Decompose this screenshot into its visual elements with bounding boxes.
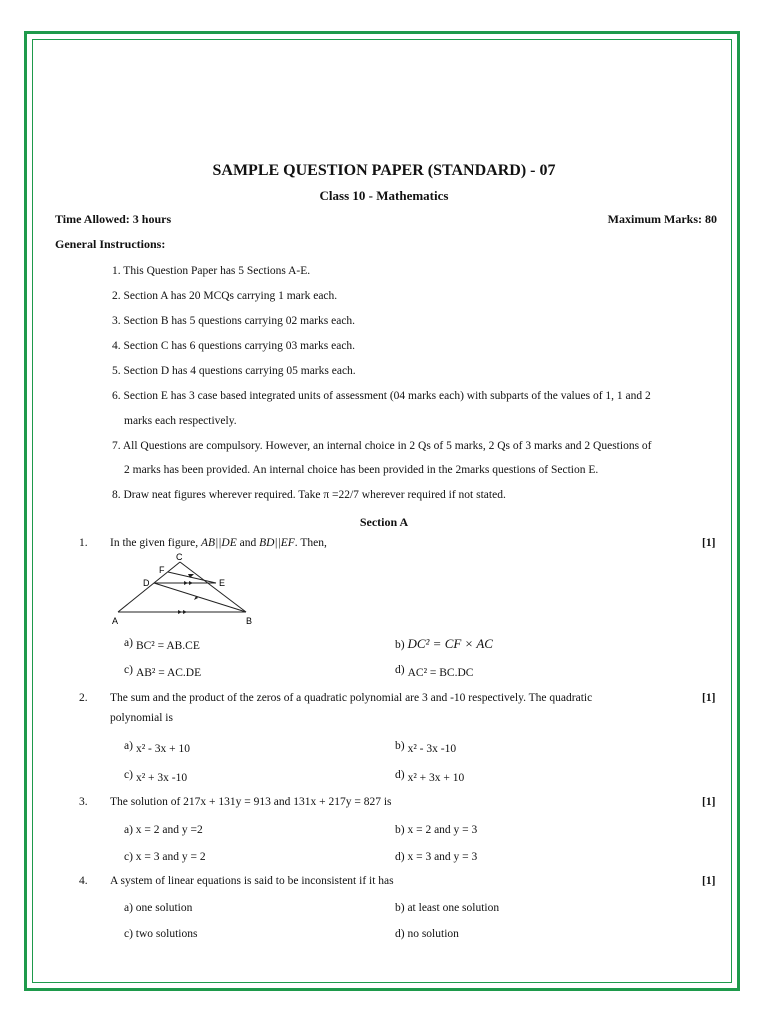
question-4-text: A system of linear equations is said to be inconsistent if it has	[110, 875, 394, 887]
question-4-number: 4.	[79, 875, 88, 887]
label-b: B	[246, 616, 253, 626]
line-FE	[168, 572, 216, 583]
option-label: d)	[395, 769, 405, 781]
question-1-text-part: . Then,	[294, 537, 327, 549]
option-label: d)	[395, 664, 405, 676]
label-d: D	[143, 578, 150, 588]
question-1-math: AB||DE	[201, 537, 237, 549]
question-1-number: 1.	[79, 537, 88, 549]
option-label: c)	[124, 769, 133, 781]
q3-option-a[interactable]: a) x = 2 and y =2	[124, 824, 203, 836]
instruction-item: 2. Section A has 20 MCQs carrying 1 mark each.	[112, 290, 338, 302]
instruction-item: 5. Section D has 4 questions carrying 05 marks each.	[112, 365, 356, 377]
question-2-text-continued: polynomial is	[110, 712, 173, 724]
q3-option-c[interactable]: c) x = 3 and y = 2	[124, 851, 206, 863]
option-label: b)	[395, 639, 405, 651]
instruction-item: 3. Section B has 5 questions carrying 02 marks each.	[112, 315, 356, 327]
paper-subtitle: Class 10 - Mathematics	[319, 188, 449, 203]
q2-option-d[interactable]	[395, 769, 465, 784]
question-2-marks: [1]	[702, 692, 716, 704]
option-label: c)	[124, 664, 133, 676]
question-3-marks: [1]	[702, 796, 716, 808]
maximum-marks: Maximum Marks: 80	[607, 212, 717, 226]
label-c: C	[176, 552, 183, 562]
q4-option-a[interactable]: a) one solution	[124, 902, 193, 914]
q3-option-b[interactable]: b) x = 2 and y = 3	[395, 824, 478, 836]
question-3-number: 3.	[79, 796, 88, 808]
option-text: AB² = AC.DE	[135, 667, 202, 679]
option-label: b)	[395, 740, 405, 752]
q2-option-b[interactable]	[395, 740, 457, 755]
q2-option-c[interactable]	[124, 769, 188, 784]
page-border-inner	[32, 39, 732, 983]
q4-option-d[interactable]: d) no solution	[395, 928, 459, 940]
option-label: a)	[124, 740, 133, 752]
label-f: F	[159, 565, 165, 575]
question-1-marks: [1]	[702, 537, 716, 549]
option-text: AC² = BC.DC	[407, 667, 474, 679]
question-3-text: The solution of 217x + 131y = 913 and 131x + 217y = 827 is	[110, 796, 392, 808]
option-text: x² - 3x + 10	[135, 743, 190, 755]
q3-option-d[interactable]: d) x = 3 and y = 3	[395, 851, 478, 863]
label-a: A	[112, 616, 119, 626]
q1-option-b[interactable]	[395, 636, 493, 652]
instruction-item-continued: marks each respectively.	[124, 415, 237, 427]
instruction-item: 8. Draw neat figures wherever required. Take π =22/7 wherever required if not stated.	[112, 489, 506, 501]
q1-option-d[interactable]	[395, 664, 474, 679]
option-text: x² + 3x -10	[135, 772, 188, 784]
instruction-item-continued: 2 marks has been provided. An internal choice has been provided in the 2marks questions of Section E.	[124, 464, 599, 476]
option-text: x² - 3x -10	[407, 743, 457, 755]
option-text: DC² = CF × AC	[407, 636, 493, 651]
label-e: E	[219, 578, 226, 588]
instruction-item: 7. All Questions are compulsory. However, an internal choice in 2 Qs of 5 marks, 2 Qs of 3 marks and 2 Questions of	[112, 440, 652, 452]
question-1-text-part: In the given figure,	[110, 537, 202, 549]
question-4-marks: [1]	[702, 875, 716, 887]
option-text: BC² = AB.CE	[135, 640, 200, 652]
question-2-text: The sum and the product of the zeros of a quadratic polynomial are 3 and -10 respectively. The quadratic	[110, 692, 593, 704]
question-1-text-part: and	[236, 537, 260, 549]
q4-option-b[interactable]: b) at least one solution	[395, 902, 500, 914]
q2-option-a[interactable]	[124, 740, 190, 755]
question-1-math: BD||EF	[259, 537, 295, 549]
question-1-text	[110, 537, 327, 549]
question-2-number: 2.	[79, 692, 88, 704]
q4-option-c[interactable]: c) two solutions	[124, 928, 198, 940]
instruction-item: 1. This Question Paper has 5 Sections A-E.	[112, 265, 311, 277]
line-DB	[154, 583, 246, 612]
triangle-figure	[108, 552, 268, 627]
paper-title: SAMPLE QUESTION PAPER (STANDARD) - 07	[212, 162, 556, 179]
instructions-heading: General Instructions:	[55, 237, 166, 251]
q1-option-a[interactable]	[124, 637, 200, 652]
section-a-heading: Section A	[359, 515, 409, 529]
instruction-item: 4. Section C has 6 questions carrying 03 marks each.	[112, 340, 356, 352]
time-allowed: Time Allowed: 3 hours	[55, 212, 172, 226]
line-CB	[180, 562, 246, 612]
option-text: x² + 3x + 10	[407, 772, 465, 784]
option-label: a)	[124, 637, 133, 649]
instruction-item: 6. Section E has 3 case based integrated units of assessment (04 marks each) with subparts of the values of 1, 1 and 2	[112, 390, 651, 402]
q1-option-c[interactable]	[124, 664, 202, 679]
